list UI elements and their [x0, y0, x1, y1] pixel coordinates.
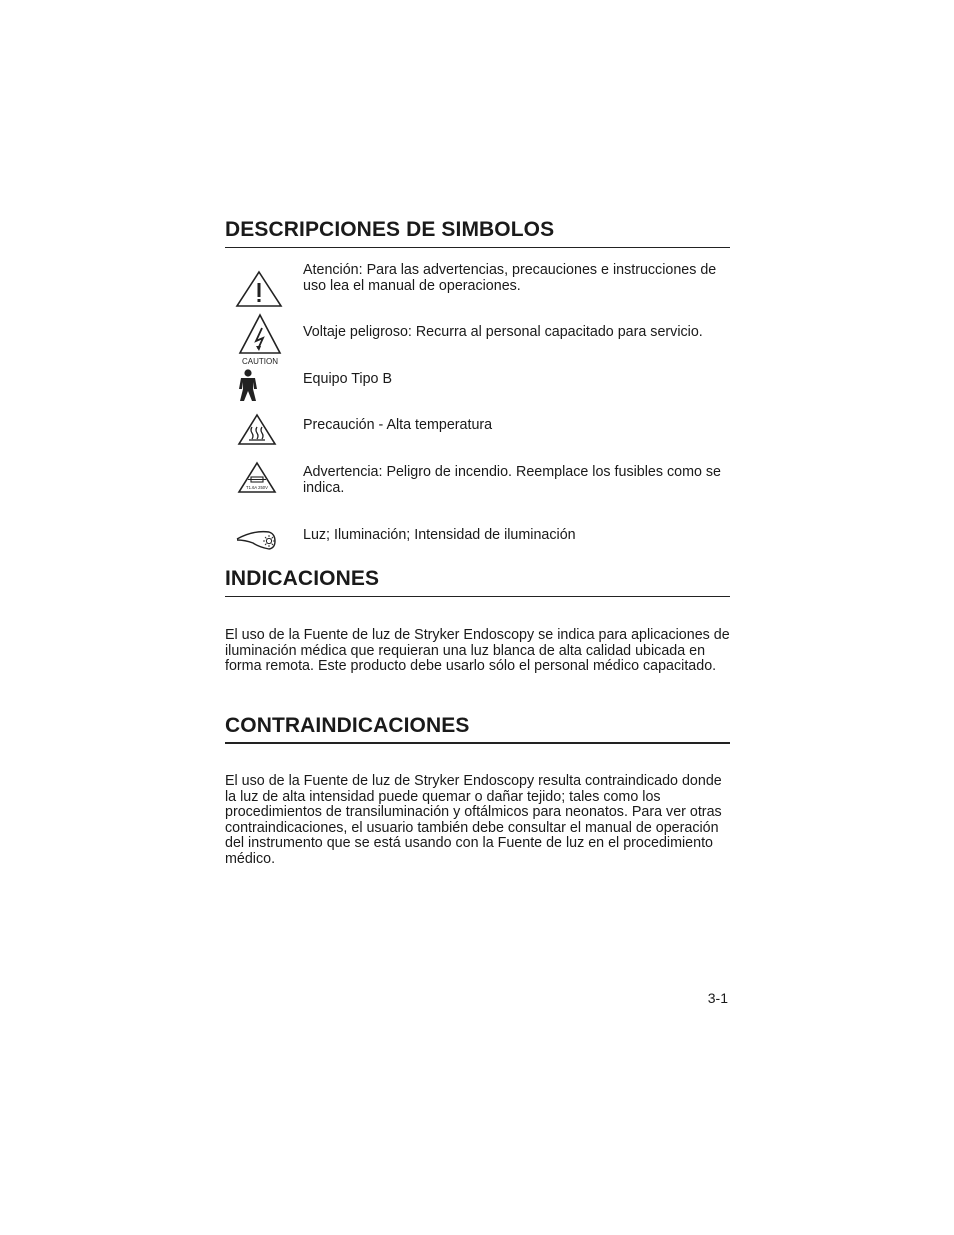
- attention-triangle-icon: [235, 270, 283, 308]
- symbol-row-voltage: [225, 313, 735, 367]
- symbol-row-fuse: [225, 465, 735, 505]
- indications-heading-rule: [225, 596, 730, 597]
- caution-icon-label: CAUTION: [242, 357, 278, 366]
- fuse-icon-label: T1.6A 250V: [246, 485, 268, 490]
- symbol-text-voltage: Voltaje peligroso: Recurra al personal capacitado para servicio.: [303, 324, 703, 340]
- symbol-text-hot: Precaución - Alta temperatura: [303, 417, 493, 433]
- symbol-text-attention: Atención: Para las advertencias, precauciones e instrucciones de uso lea el manual de operaciones.: [303, 262, 717, 294]
- fuse-warning-icon: [237, 461, 277, 495]
- page-number: 3-1: [707, 990, 728, 1006]
- light-illumination-icon: [235, 527, 283, 553]
- contraindications-heading: CONTRAINDICACIONES: [225, 714, 470, 737]
- symbol-row-hot: [225, 418, 735, 450]
- indications-body: El uso de la Fuente de luz de Stryker Endoscopy se indica para aplicaciones de iluminación médica que requieran una luz blanca de alta calidad ubicada en forma remota. Este producto debe usarlo sólo el personal médico capacitado.: [225, 627, 730, 675]
- symbol-row-attention: [225, 263, 735, 309]
- symbol-text-type-b: Equipo Tipo B: [303, 371, 393, 387]
- symbol-row-light: [225, 528, 735, 554]
- symbols-heading-rule: [225, 247, 730, 248]
- symbols-heading: DESCRIPCIONES DE SIMBOLOS: [225, 218, 555, 241]
- symbol-row-type-b: [225, 372, 735, 404]
- type-b-equipment-icon: [235, 369, 261, 403]
- symbol-text-fuse: Advertencia: Peligro de incendio. Reemplace los fusibles como se indica.: [303, 464, 722, 496]
- contraindications-body: El uso de la Fuente de luz de Stryker Endoscopy resulta contraindicado donde la luz de alta intensidad puede quemar o dañar tejido; tales como los procedimientos de transiluminación y oftálmicos para neonatos. Para ver otras contraindicaciones, el usuario también debe consultar el manual de operación del instrumento que se está usando con la Fuente de luz en el procedimiento médico.: [225, 773, 722, 867]
- symbol-text-light: Luz; Iluminación; Intensidad de iluminación: [303, 527, 576, 543]
- hot-surface-icon: [237, 413, 277, 447]
- contraindications-heading-rule: [225, 742, 730, 744]
- indications-heading: INDICACIONES: [225, 567, 380, 590]
- dangerous-voltage-icon: [237, 313, 283, 367]
